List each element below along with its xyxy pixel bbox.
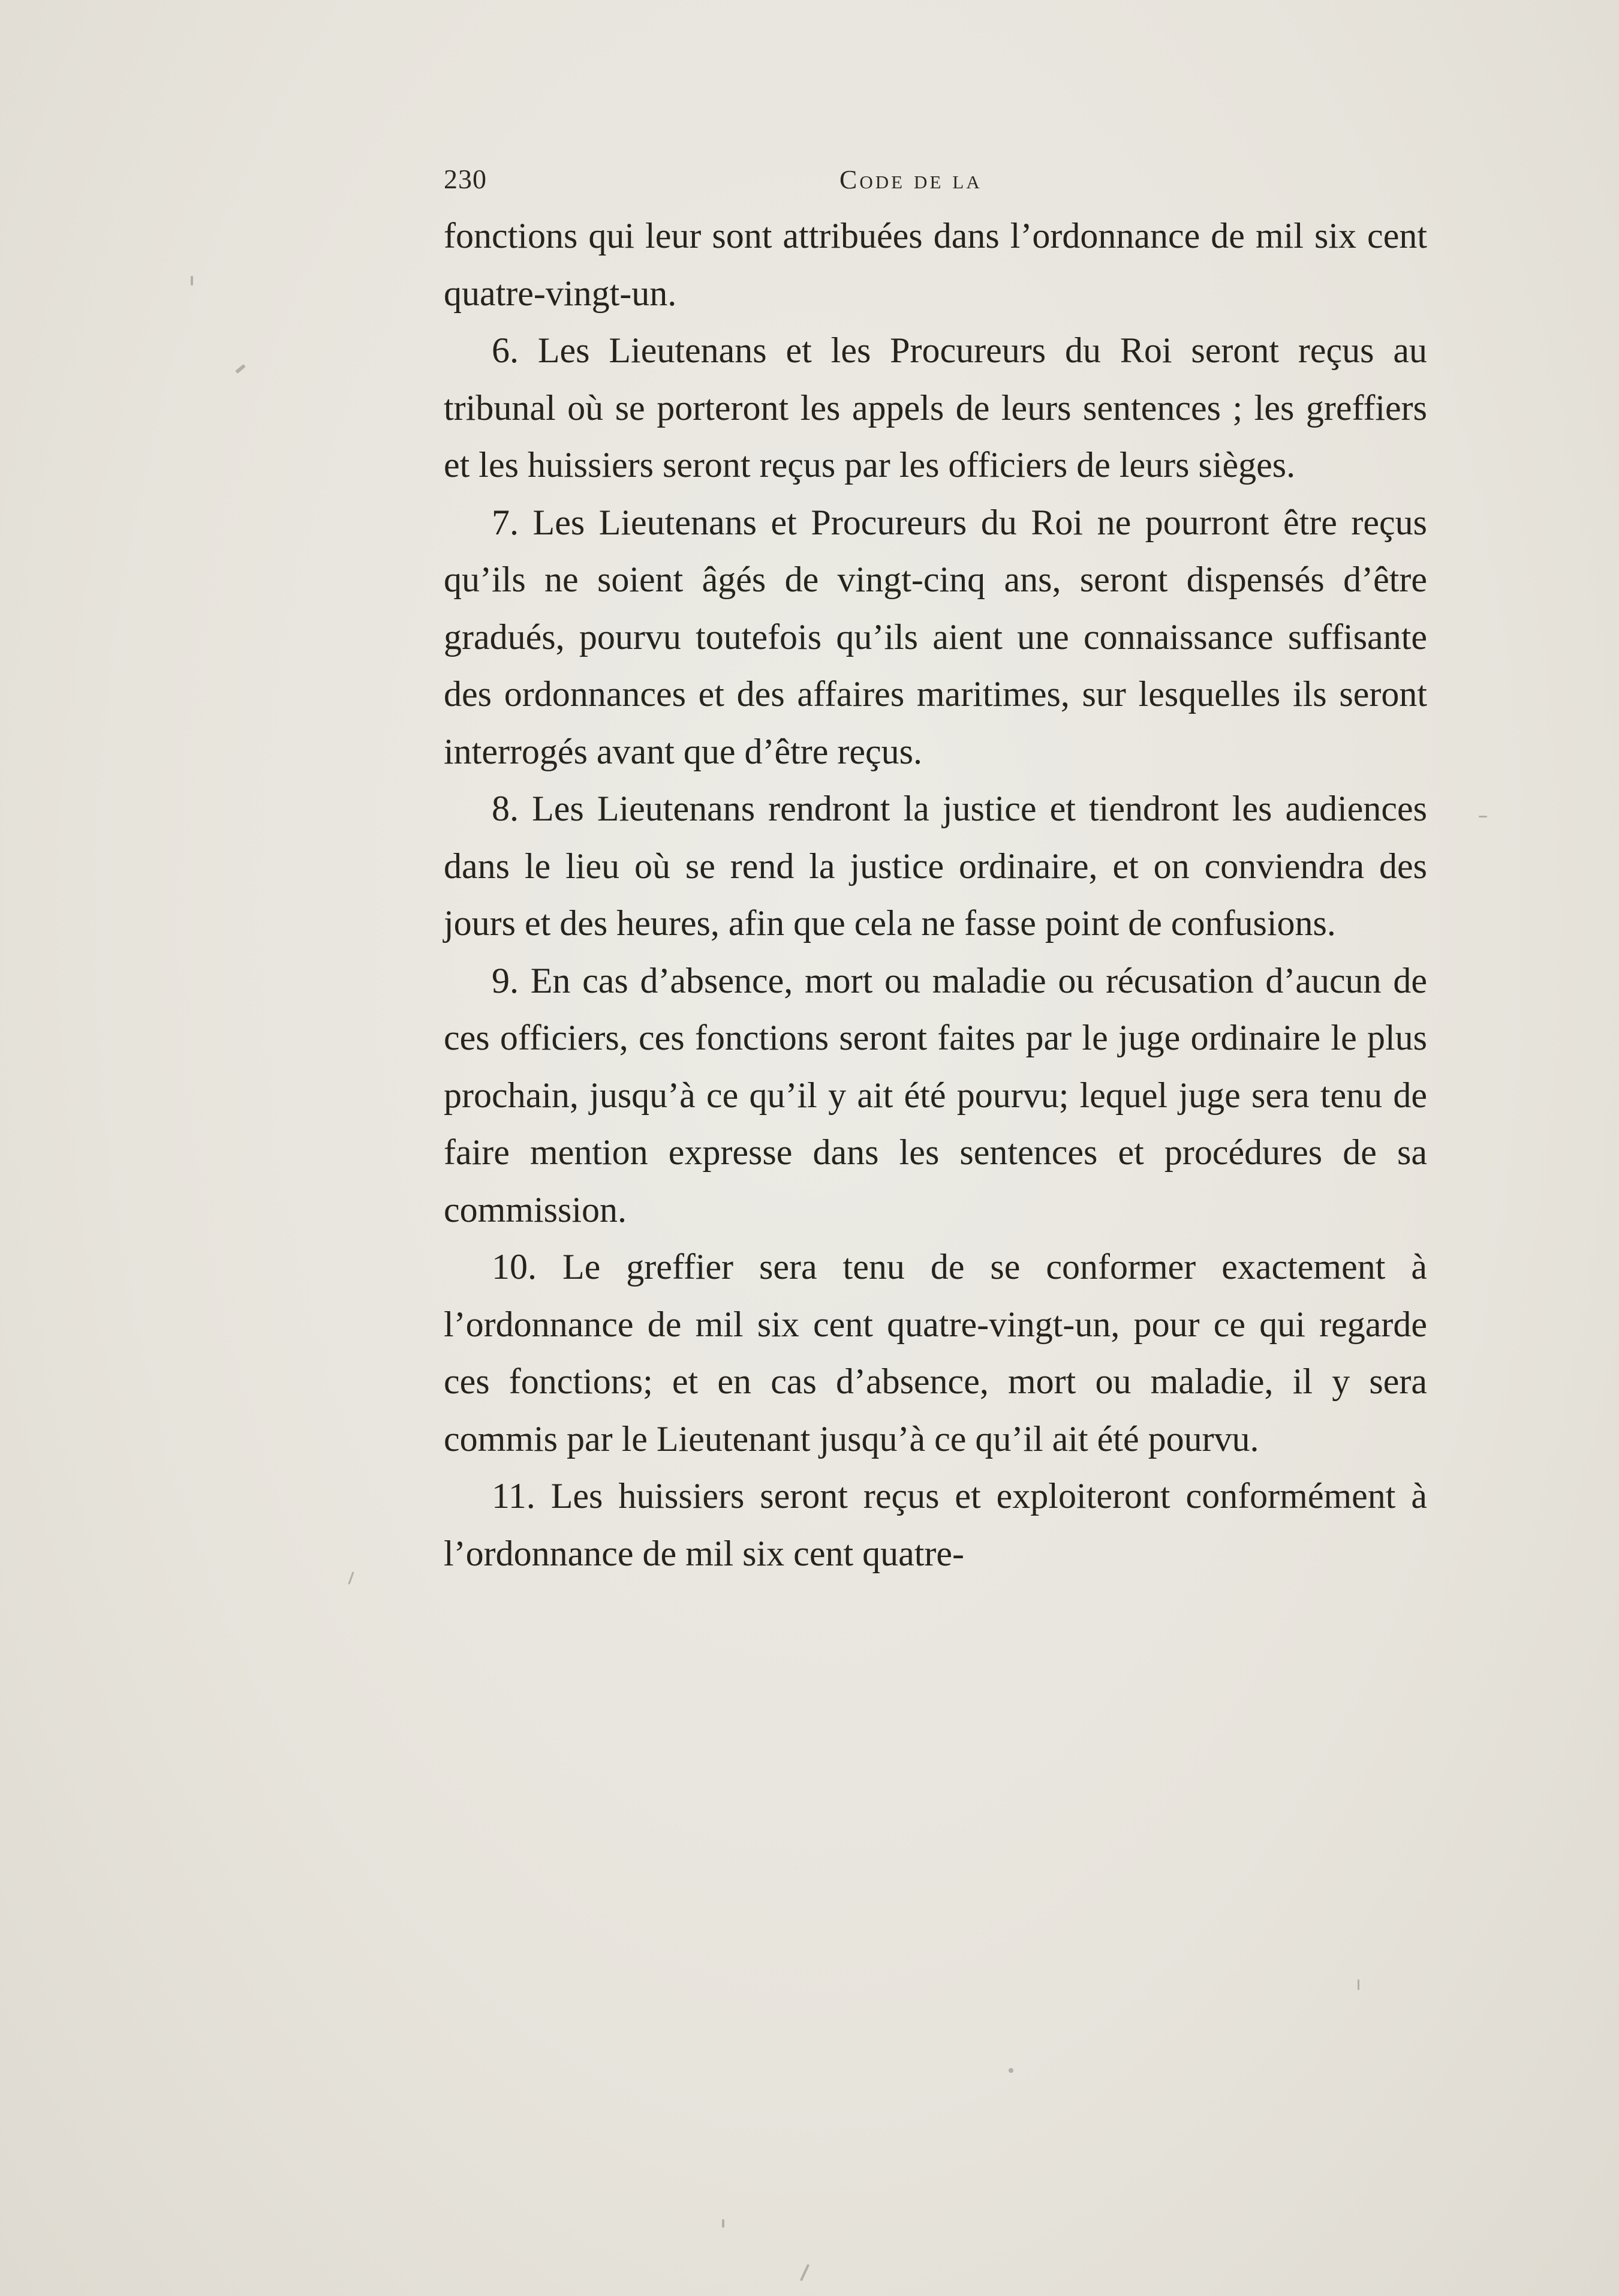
paper-speck	[1009, 2068, 1013, 2073]
article-10	[444, 1239, 1427, 1468]
paper-speck	[191, 276, 193, 286]
article-6	[444, 322, 1427, 494]
paper-speck	[722, 2219, 724, 2228]
article-number: 11.	[492, 1476, 535, 1516]
article-number: 10.	[492, 1247, 537, 1287]
body-text	[444, 208, 1427, 1582]
paragraph-text: Les Lieutenans et Procureurs du Roi ne pourront être reçus qu’ils ne soient âgés de vingt-cinq ans, seront dispensés d’être gradués, pourvu toutefois qu’ils aient une connaissance suffisante des ordonnances et des affaires maritimes, sur lesquelles ils seront interrogés avant que d’être reçus.	[444, 502, 1427, 771]
running-title: Code de la	[839, 165, 982, 194]
paper-speck	[1358, 1979, 1359, 1990]
paragraph-text: fonctions qui leur sont attribuées dans l’ordonnance de mil six cent quatre-vingt-un.	[444, 216, 1427, 313]
article-7	[444, 494, 1427, 781]
paper-speck	[235, 364, 246, 374]
paragraph-text: En cas d’absence, mort ou maladie ou récusation d’aucun de ces officiers, ces fonctions seront faites par le juge ordinaire le plus prochain, jusqu’à ce qu’il y ait été pourvu; lequel juge sera tenu de faire mention expresse dans les sentences et procédures de sa commission.	[444, 960, 1428, 1230]
paragraph-text: Les Lieutenans rendront la justice et tiendront les audiences dans le lieu où se rend la justice ordinaire, et on conviendra des jours et des heures, afin que cela ne fasse point de confusions.	[444, 789, 1427, 943]
paper-speck	[348, 1571, 354, 1585]
paragraph-continuation	[444, 208, 1427, 322]
article-number: 8.	[492, 789, 519, 828]
paragraph-text: Les huissiers seront reçus et exploiteront conformément à l’ordonnance de mil six cent quatre-	[444, 1476, 1428, 1573]
paragraph-text: Les Lieutenans et les Procureurs du Roi seront reçus au tribunal où se porteront les appels de leurs sentences ; les greffiers et les huissiers seront reçus par les officiers de leurs sièges.	[444, 330, 1428, 485]
article-8	[444, 780, 1427, 952]
paragraph-text: Le greffier sera tenu de se conformer exactement à l’ordonnance de mil six cent quatre-vingt-un, pour ce qui regarde ces fonctions; et en cas d’absence, mort ou maladie, il y sera commis par le Lieutenant jusqu’à ce qu’il ait été pourvu.	[444, 1247, 1427, 1459]
page-number: 230	[444, 164, 487, 194]
article-9	[444, 952, 1427, 1239]
paper-speck	[800, 2264, 810, 2282]
article-11	[444, 1468, 1427, 1582]
article-number: 6.	[492, 330, 519, 370]
article-number: 9.	[492, 960, 519, 1000]
page-header	[444, 163, 1427, 205]
article-number: 7.	[492, 502, 519, 542]
paper-speck	[1479, 816, 1487, 818]
